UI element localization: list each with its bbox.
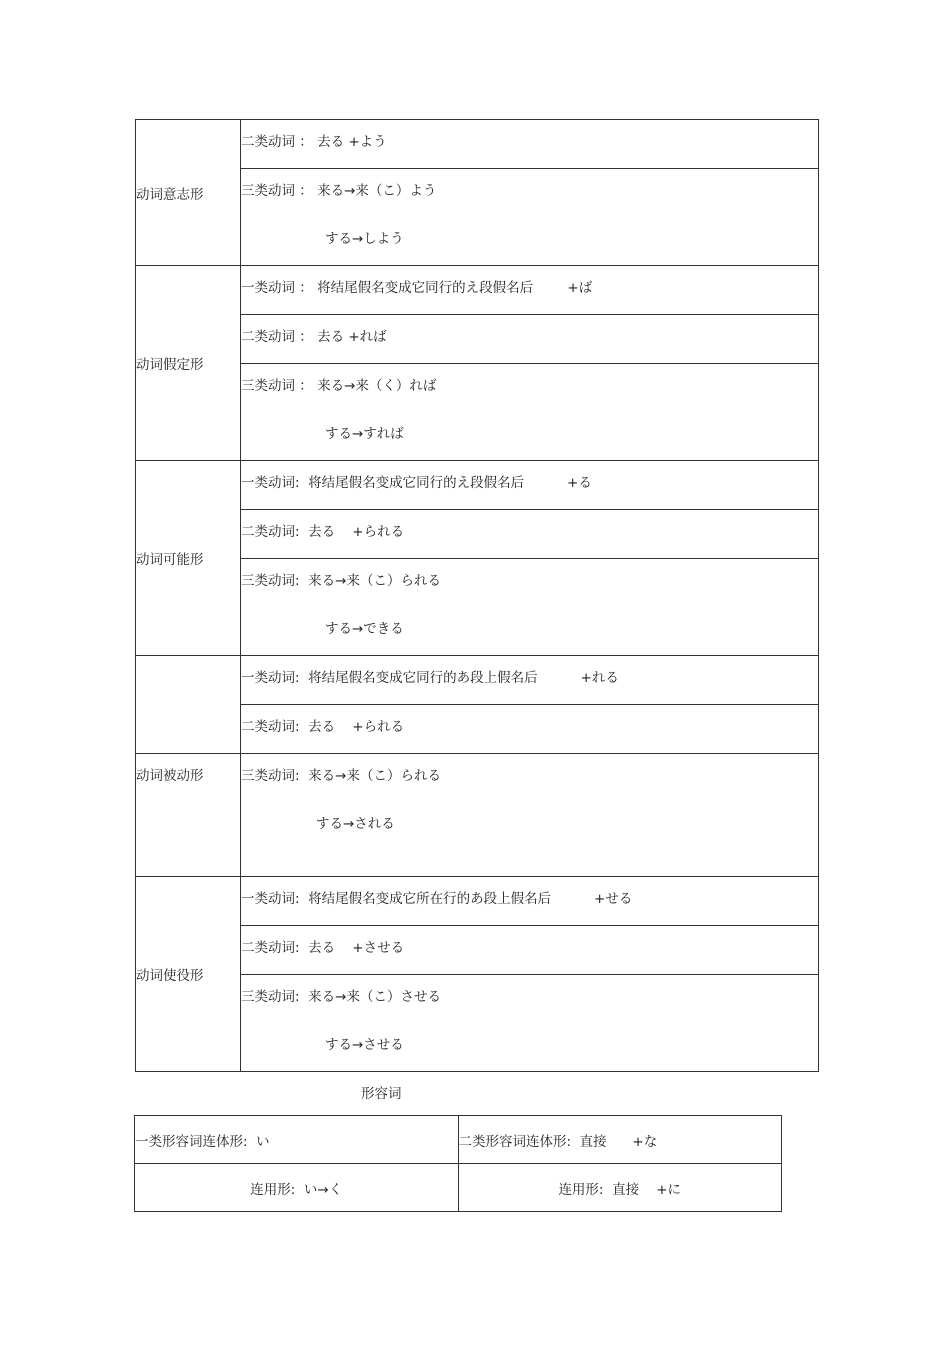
table-cell [241, 315, 819, 364]
rule-line: 二类动词 ： 去る +よう [241, 134, 387, 150]
rule-line: する→させる [325, 1037, 404, 1053]
table-cell [241, 559, 819, 656]
row-label-volitional: 动词意志形 [136, 120, 241, 266]
table-cell: 连用形: 直接 +に [458, 1164, 782, 1212]
rule-line: 三类动词: 来る→来（こ）させる [241, 989, 441, 1005]
adjective-section-title: 形容词 [361, 1086, 402, 1102]
row-label-causative: 动词使役形 [136, 877, 241, 1072]
table-cell [241, 926, 819, 975]
table-cell [241, 656, 819, 705]
rule-line: する→しよう [325, 231, 404, 247]
verb-conjugation-table [135, 119, 819, 1072]
row-label-conditional: 动词假定形 [136, 266, 241, 461]
table-cell [241, 754, 819, 877]
rule-line: 三类动词 ： 来る→来（こ）よう [241, 183, 437, 199]
table-cell [241, 510, 819, 559]
table-cell [241, 705, 819, 754]
rule-line: する→すれば [325, 426, 404, 442]
row-label-passive-text: 动词被动形 [136, 768, 204, 784]
rule-line: 二类动词: 去る +られる [241, 524, 405, 540]
row-label-passive [136, 754, 241, 877]
table-cell [241, 120, 819, 169]
table-cell: 二类形容词连体形: 直接 +な [458, 1116, 782, 1164]
table-cell: 连用形: い→く [135, 1164, 459, 1212]
rule-line: する→される [316, 816, 395, 832]
table-cell [241, 461, 819, 510]
table-cell [241, 975, 819, 1072]
rule-line: 一类动词: 将结尾假名变成它同行的え段假名后 +る [241, 475, 592, 491]
row-label-empty [136, 656, 241, 754]
adjective-table [134, 1115, 782, 1212]
rule-line: 三类动词 ： 来る→来（く）れば [241, 378, 437, 394]
rule-line: 一类动词: 将结尾假名变成它所在行的あ段上假名后 +せる [241, 891, 633, 907]
table-cell [241, 364, 819, 461]
rule-line: 一类动词 ： 将结尾假名变成它同行的え段假名后 +ば [241, 280, 593, 296]
rule-line: する→できる [325, 621, 404, 637]
rule-line: 二类动词 ： 去る +れば [241, 329, 387, 345]
table-cell [241, 877, 819, 926]
table-cell [241, 169, 819, 266]
row-label-potential: 动词可能形 [136, 461, 241, 656]
rule-line: 二类动词: 去る +られる [241, 719, 405, 735]
rule-line: 二类动词: 去る +させる [241, 940, 405, 956]
rule-line: 三类动词: 来る→来（こ）られる [241, 768, 441, 784]
rule-line: 一类动词: 将结尾假名变成它同行的あ段上假名后 +れる [241, 670, 619, 686]
table-cell [241, 266, 819, 315]
rule-line: 三类动词: 来る→来（こ）られる [241, 573, 441, 589]
table-cell: 一类形容词连体形: い [135, 1116, 459, 1164]
